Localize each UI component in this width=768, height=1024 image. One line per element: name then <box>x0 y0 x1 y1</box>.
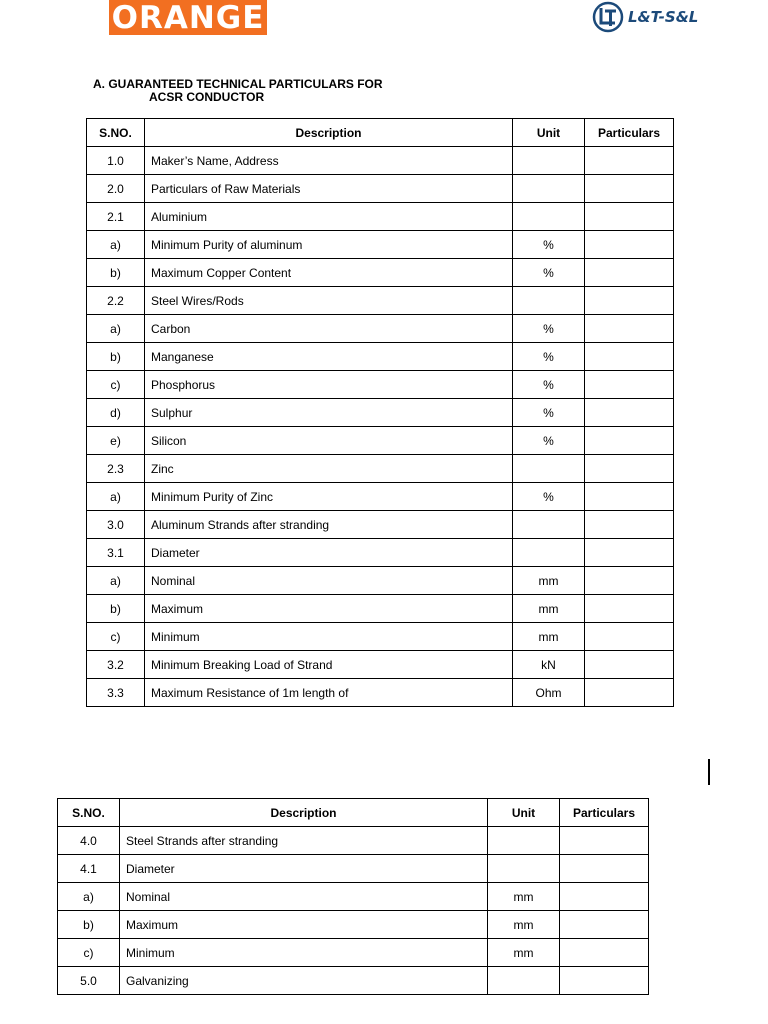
row-sno: c) <box>87 371 145 399</box>
table-row <box>87 651 674 679</box>
row-unit: % <box>513 371 585 399</box>
row-particulars <box>585 539 674 567</box>
row-particulars <box>585 623 674 651</box>
row-unit <box>488 827 560 855</box>
row-particulars <box>585 147 674 175</box>
table-row <box>87 427 674 455</box>
row-description: Carbon <box>145 315 513 343</box>
row-particulars <box>560 911 649 939</box>
row-unit <box>513 287 585 315</box>
row-sno: b) <box>87 595 145 623</box>
row-unit <box>513 147 585 175</box>
table-row <box>87 315 674 343</box>
row-particulars <box>585 203 674 231</box>
row-unit: mm <box>488 883 560 911</box>
table-row <box>58 855 649 883</box>
table-row <box>87 455 674 483</box>
text-cursor <box>708 759 710 785</box>
row-sno: 3.0 <box>87 511 145 539</box>
row-description: Galvanizing <box>120 967 488 995</box>
row-unit: % <box>513 399 585 427</box>
row-description: Phosphorus <box>145 371 513 399</box>
row-sno: b) <box>58 911 120 939</box>
row-particulars <box>585 427 674 455</box>
row-description: Diameter <box>120 855 488 883</box>
row-particulars <box>585 455 674 483</box>
header-unit: Unit <box>513 119 585 147</box>
row-unit: mm <box>488 911 560 939</box>
row-description: Maximum Copper Content <box>145 259 513 287</box>
table-row <box>58 939 649 967</box>
header-sno: S.NO. <box>87 119 145 147</box>
table-row <box>87 147 674 175</box>
header-sno: S.NO. <box>58 799 120 827</box>
row-unit: kN <box>513 651 585 679</box>
row-description: Minimum Purity of aluminum <box>145 231 513 259</box>
row-description: Zinc <box>145 455 513 483</box>
row-unit: mm <box>488 939 560 967</box>
particulars-table-1 <box>86 118 674 707</box>
row-particulars <box>585 259 674 287</box>
row-particulars <box>585 595 674 623</box>
table-row <box>87 203 674 231</box>
row-description: Sulphur <box>145 399 513 427</box>
row-sno: d) <box>87 399 145 427</box>
header-particulars: Particulars <box>585 119 674 147</box>
row-particulars <box>585 483 674 511</box>
row-sno: 2.2 <box>87 287 145 315</box>
row-unit <box>513 175 585 203</box>
row-description: Steel Wires/Rods <box>145 287 513 315</box>
header-description: Description <box>145 119 513 147</box>
row-unit: % <box>513 343 585 371</box>
row-sno: 3.1 <box>87 539 145 567</box>
row-particulars <box>560 855 649 883</box>
row-unit <box>488 967 560 995</box>
header-description: Description <box>120 799 488 827</box>
row-sno: 1.0 <box>87 147 145 175</box>
row-sno: 4.0 <box>58 827 120 855</box>
orange-logo: ORANGE <box>109 0 267 35</box>
table-row <box>87 231 674 259</box>
table-row <box>87 399 674 427</box>
header-unit: Unit <box>488 799 560 827</box>
particulars-table-2 <box>57 798 649 995</box>
row-particulars <box>585 651 674 679</box>
row-particulars <box>585 567 674 595</box>
row-description: Silicon <box>145 427 513 455</box>
row-description: Diameter <box>145 539 513 567</box>
row-description: Manganese <box>145 343 513 371</box>
row-sno: 5.0 <box>58 967 120 995</box>
row-particulars <box>585 399 674 427</box>
row-description: Aluminium <box>145 203 513 231</box>
row-particulars <box>560 827 649 855</box>
row-sno: 4.1 <box>58 855 120 883</box>
row-sno: c) <box>58 939 120 967</box>
row-unit <box>513 203 585 231</box>
table-row <box>87 343 674 371</box>
row-description: Steel Strands after stranding <box>120 827 488 855</box>
row-sno: 2.1 <box>87 203 145 231</box>
row-unit: % <box>513 427 585 455</box>
table-row <box>87 511 674 539</box>
row-particulars <box>585 175 674 203</box>
row-sno: e) <box>87 427 145 455</box>
row-unit <box>513 539 585 567</box>
row-particulars <box>585 511 674 539</box>
row-sno: b) <box>87 343 145 371</box>
header-particulars: Particulars <box>560 799 649 827</box>
row-sno: a) <box>87 315 145 343</box>
table-header-row <box>87 119 674 147</box>
lt-emblem-icon <box>592 1 624 33</box>
row-unit: % <box>513 483 585 511</box>
row-sno: a) <box>87 231 145 259</box>
row-description: Particulars of Raw Materials <box>145 175 513 203</box>
row-unit <box>488 855 560 883</box>
table-row <box>87 371 674 399</box>
table-row <box>87 679 674 707</box>
heading-line-1: A. GUARANTEED TECHNICAL PARTICULARS FOR <box>93 77 383 91</box>
row-particulars <box>585 231 674 259</box>
section-heading <box>93 78 383 104</box>
row-particulars <box>560 939 649 967</box>
row-particulars <box>585 371 674 399</box>
row-description: Minimum <box>145 623 513 651</box>
table-row <box>87 175 674 203</box>
table-header-row <box>58 799 649 827</box>
row-particulars <box>560 883 649 911</box>
table-row <box>87 595 674 623</box>
row-sno: a) <box>87 483 145 511</box>
row-unit: % <box>513 231 585 259</box>
lt-sl-logo-text: L&T-S&L <box>628 8 699 26</box>
heading-line-2: ACSR CONDUCTOR <box>149 90 265 104</box>
table-row <box>87 483 674 511</box>
row-description: Maximum <box>145 595 513 623</box>
row-particulars <box>585 315 674 343</box>
row-description: Minimum <box>120 939 488 967</box>
row-sno: 2.0 <box>87 175 145 203</box>
row-sno: a) <box>87 567 145 595</box>
table-row <box>87 259 674 287</box>
row-unit: mm <box>513 595 585 623</box>
table-row <box>58 827 649 855</box>
row-description: Minimum Breaking Load of Strand <box>145 651 513 679</box>
row-unit: % <box>513 315 585 343</box>
table-row <box>87 623 674 651</box>
row-description: Nominal <box>145 567 513 595</box>
row-unit <box>513 511 585 539</box>
table-row <box>87 567 674 595</box>
row-sno: 2.3 <box>87 455 145 483</box>
table-row <box>58 883 649 911</box>
row-unit <box>513 455 585 483</box>
row-description: Maker’s Name, Address <box>145 147 513 175</box>
lt-sl-logo <box>592 0 698 34</box>
table-row <box>87 539 674 567</box>
row-unit: % <box>513 259 585 287</box>
row-sno: c) <box>87 623 145 651</box>
row-particulars <box>585 287 674 315</box>
row-sno: b) <box>87 259 145 287</box>
table-row <box>87 287 674 315</box>
row-particulars <box>560 967 649 995</box>
table-row <box>58 967 649 995</box>
row-sno: 3.3 <box>87 679 145 707</box>
row-particulars <box>585 679 674 707</box>
table-row <box>58 911 649 939</box>
row-particulars <box>585 343 674 371</box>
row-description: Aluminum Strands after stranding <box>145 511 513 539</box>
row-sno: 3.2 <box>87 651 145 679</box>
row-description: Minimum Purity of Zinc <box>145 483 513 511</box>
row-unit: Ohm <box>513 679 585 707</box>
row-sno: a) <box>58 883 120 911</box>
row-description: Maximum Resistance of 1m length of <box>145 679 513 707</box>
row-unit: mm <box>513 623 585 651</box>
row-description: Maximum <box>120 911 488 939</box>
row-unit: mm <box>513 567 585 595</box>
row-description: Nominal <box>120 883 488 911</box>
